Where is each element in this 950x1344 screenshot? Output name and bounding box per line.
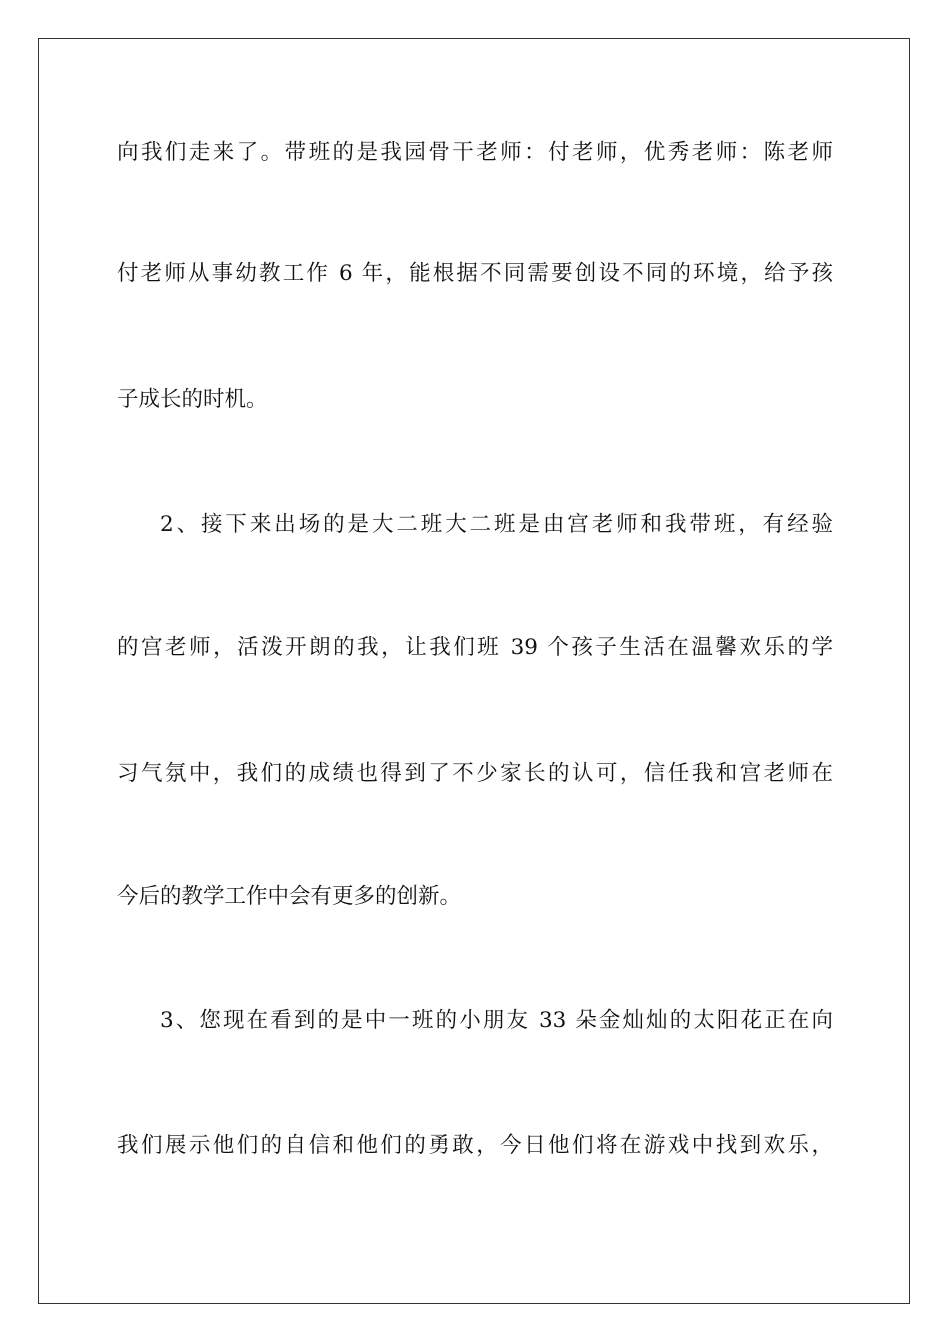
text-line-1: 向我们走来了。带班的是我园骨干老师：付老师，优秀老师：陈老师 <box>117 140 833 165</box>
text-line-2: 付老师从事幼教工作 6 年，能根据不同需要创设不同的环境，给予孩 <box>117 261 833 286</box>
page-border <box>38 38 910 1304</box>
text-line-8: 3、您现在看到的是中一班的小朋友 33 朵金灿灿的太阳花正在向 <box>160 1008 833 1033</box>
text-line-3: 子成长的时机。 <box>117 387 268 412</box>
text-line-9: 我们展示他们的自信和他们的勇敢，今日他们将在游戏中找到欢乐， <box>117 1133 833 1158</box>
text-line-5: 的宫老师，活泼开朗的我，让我们班 39 个孩子生活在温馨欢乐的学 <box>117 635 833 660</box>
text-line-7: 今后的教学工作中会有更多的创新。 <box>117 884 462 909</box>
text-line-4: 2、接下来出场的是大二班大二班是由宫老师和我带班，有经验 <box>160 512 833 537</box>
text-line-6: 习气氛中，我们的成绩也得到了不少家长的认可，信任我和宫老师在 <box>117 761 833 786</box>
